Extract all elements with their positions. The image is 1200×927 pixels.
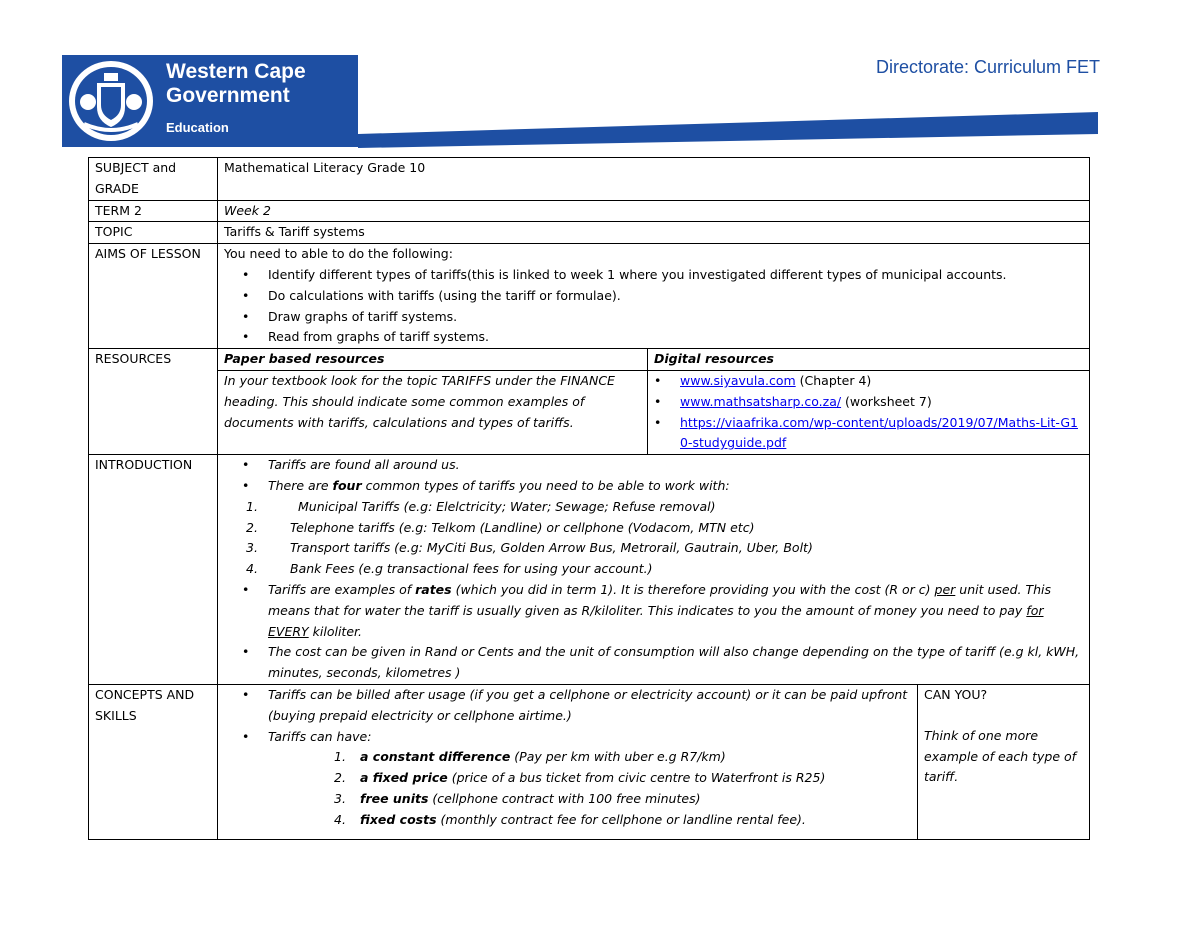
aims-content: [218, 244, 1090, 349]
can-you-heading: CAN YOU?: [924, 686, 988, 702]
tariff-features-list: [224, 747, 911, 830]
aims-row: [89, 244, 1090, 349]
siyavula-link[interactable]: www.siyavula.com: [680, 372, 796, 388]
introduction-row: [89, 455, 1090, 685]
resources-content-row: [89, 370, 1090, 454]
list-item: 2. Telephone tariffs (e.g: Telkom (Landline) or cellphone (Vodacom, MTN etc): [246, 519, 755, 535]
topic-value: Tariffs & Tariff systems: [218, 222, 1090, 244]
subject-row: [89, 158, 1090, 201]
resource-link-item: [680, 413, 1083, 455]
subject-value: Mathematical Literacy Grade 10: [218, 158, 1090, 201]
list-item: 4. Bank Fees (e.g transactional fees for using your account.): [246, 561, 653, 577]
list-item: • Tariffs are found all around us.: [268, 455, 1083, 476]
aims-list: [224, 265, 1083, 348]
topic-label: TOPIC: [89, 222, 218, 244]
resource-link-item: • www.siyavula.com (Chapter 4): [680, 371, 1083, 392]
brand-name: Western Cape Government: [166, 60, 306, 107]
list-item: • Tariffs are examples of rates (which you did in term 1). It is therefore providing you with the cost (R or c) per unit used. This means that for water the tariff is usually given as R/kiloliter. This indicates to you the amount of money you need to pay for EVERY kiloliter.: [268, 580, 1083, 642]
list-item: 1. a constant difference (Pay per km with uber e.g R7/km): [334, 749, 726, 765]
list-item: • Draw graphs of tariff systems.: [268, 307, 1083, 328]
can-you-box: [918, 684, 1090, 839]
resources-heading-row: [89, 349, 1090, 371]
resources-label: RESOURCES: [89, 349, 218, 455]
coat-of-arms-icon: [66, 58, 156, 144]
directorate-title: Directorate: Curriculum FET: [876, 57, 1101, 77]
paper-resources-heading: Paper based resources: [218, 349, 648, 371]
concepts-row: [89, 684, 1090, 839]
list-item: 2. a fixed price (price of a bus ticket from civic centre to Waterfront is R25): [334, 770, 826, 786]
subject-label: SUBJECT and GRADE: [89, 158, 218, 201]
list-item: • Read from graphs of tariff systems.: [268, 327, 1083, 348]
concepts-content: [218, 684, 918, 839]
can-you-text: Think of one more example of each type of tariff.: [924, 727, 1077, 785]
digital-resources-heading: Digital resources: [648, 349, 1090, 371]
concepts-label: CONCEPTS AND SKILLS: [89, 684, 218, 839]
list-item: 3. Transport tariffs (e.g: MyCiti Bus, Golden Arrow Bus, Metrorail, Gautrain, Uber, Bolt): [246, 540, 813, 556]
term-label: TERM 2: [89, 200, 218, 222]
list-item: • Tariffs can have:: [268, 727, 911, 748]
list-item: • Identify different types of tariffs(this is linked to week 1 where you investigated different types of municipal accounts.: [268, 265, 1083, 286]
viaafrika-link[interactable]: https://viaafrika.com/wp-content/uploads/2019/07/Maths-Lit-G10-studyguide.pdf: [680, 414, 1078, 451]
list-item: 3. free units (cellphone contract with 100 free minutes): [334, 790, 701, 806]
introduction-label: INTRODUCTION: [89, 455, 218, 685]
aims-label: AIMS OF LESSON: [89, 244, 218, 349]
mathsatsharp-link[interactable]: www.mathsatsharp.co.za/: [680, 393, 842, 409]
topic-row: [89, 222, 1090, 244]
list-item: • The cost can be given in Rand or Cents and the unit of consumption will also change depending on the type of tariff (e.g kl, kWH, minutes, seconds, kilometres ): [268, 642, 1083, 684]
header-stripe: [358, 112, 1098, 148]
list-item: • Tariffs can be billed after usage (if you get a cellphone or electricity account) or it can be paid upfront (buying prepaid electricity or cellphone airtime.): [268, 685, 911, 727]
lesson-plan-table: [88, 157, 1090, 840]
term-value: Week 2: [218, 200, 1090, 222]
resource-link-item: • www.mathsatsharp.co.za/ (worksheet 7): [680, 392, 1083, 413]
page-header: [0, 0, 1200, 150]
paper-resources-text: In your textbook look for the topic TARIFFS under the FINANCE heading. This should indicate some common examples of documents with tariffs, calculations and types of tariffs.: [218, 370, 648, 454]
list-item: 1. Municipal Tariffs (e.g: Elelctricity; Water; Sewage; Refuse removal): [246, 498, 716, 514]
list-item: 4. fixed costs (monthly contract fee for cellphone or landline rental fee).: [334, 811, 806, 827]
digital-resources-list: [648, 370, 1090, 454]
brand-department: Education: [166, 120, 229, 135]
introduction-content: [218, 455, 1090, 685]
list-item: • Do calculations with tariffs (using the tariff or formulae).: [268, 286, 1083, 307]
term-row: [89, 200, 1090, 222]
list-item: • There are four common types of tariffs you need to be able to work with:: [268, 476, 1083, 497]
aims-intro: You need to able to do the following:: [224, 246, 453, 262]
tariff-types-list: [224, 497, 1083, 580]
